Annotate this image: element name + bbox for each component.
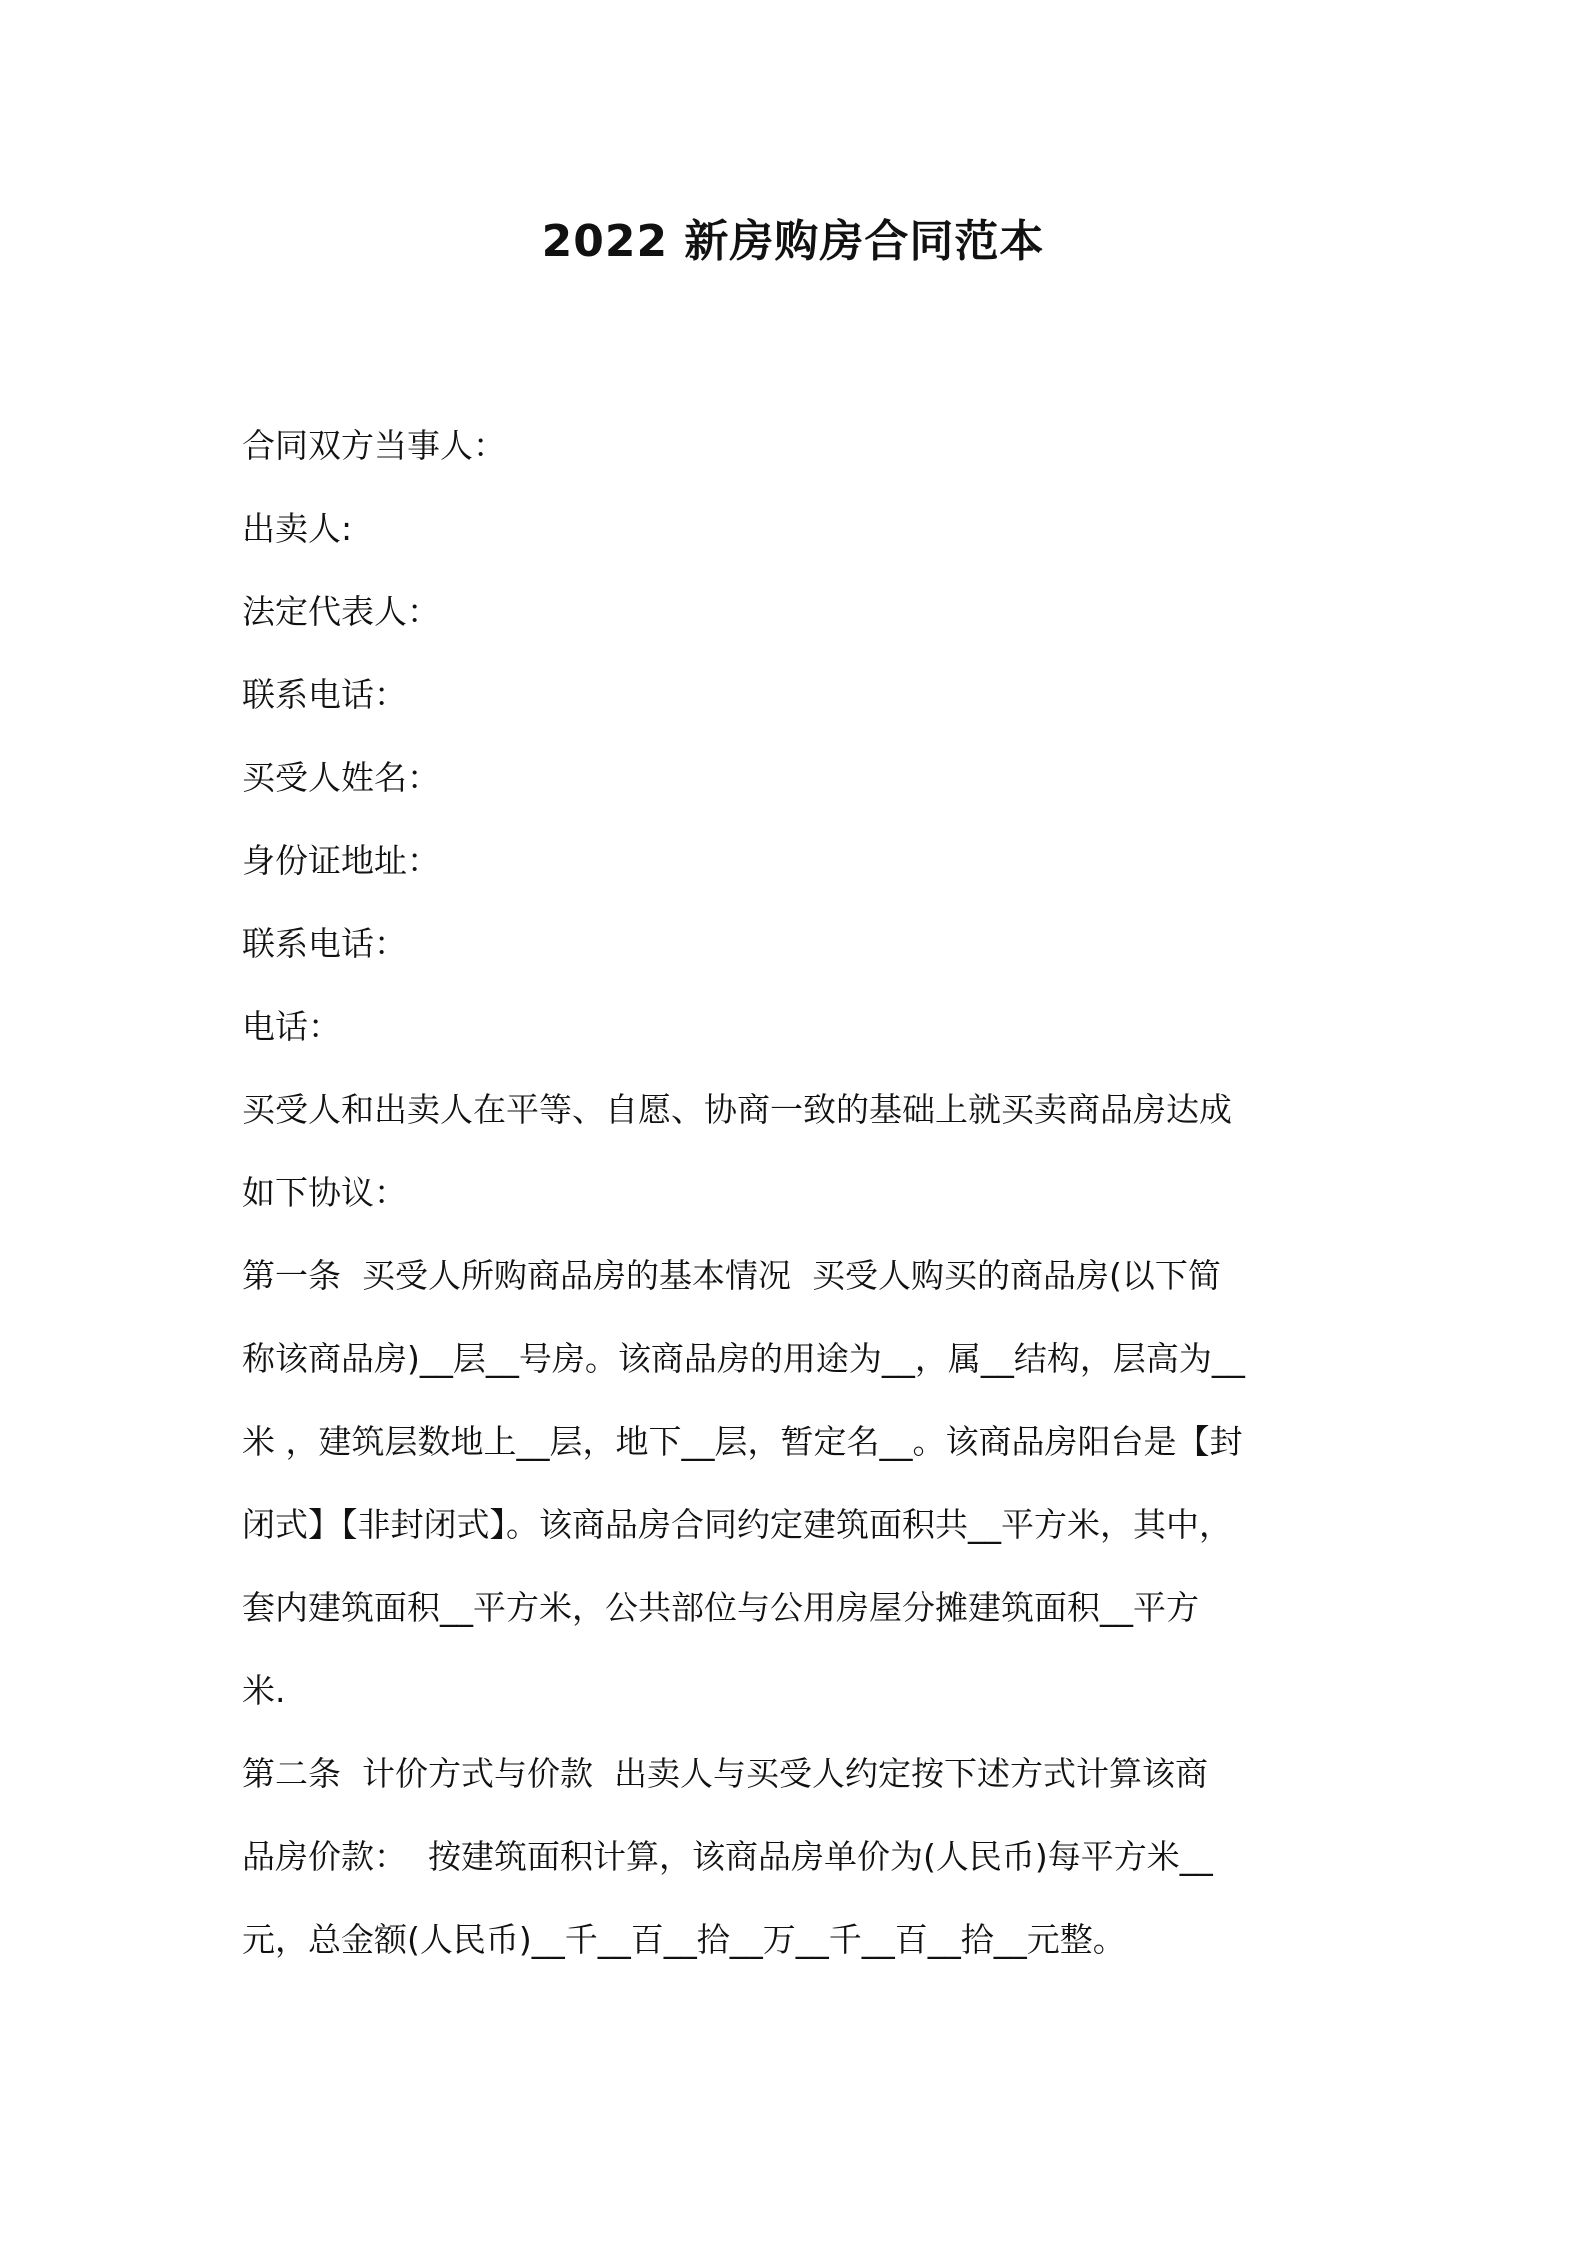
article-1-line-5: 套内建筑面积__平方米，公共部位与公用房屋分摊建筑面积__平方: [242, 1588, 1199, 1627]
legal-representative-field: 法定代表人：: [242, 592, 440, 631]
agreement-intro-line-2: 如下协议：: [242, 1173, 407, 1212]
phone-field: 电话：: [242, 1007, 341, 1046]
buyer-phone-field: 联系电话：: [242, 924, 407, 963]
party-heading: 合同双方当事人：: [242, 426, 506, 465]
article-1-line-1: 第一条 买受人所购商品房的基本情况 买受人购买的商品房(以下简: [242, 1256, 1221, 1295]
article-2-line-1: 第二条 计价方式与价款 出卖人与买受人约定按下述方式计算该商: [242, 1754, 1208, 1793]
article-1-line-6: 米.: [242, 1671, 286, 1710]
article-2-line-2: 品房价款： 按建筑面积计算，该商品房单价为(人民币)每平方米__: [242, 1837, 1213, 1876]
id-address-field: 身份证地址：: [242, 841, 440, 880]
article-2-line-3: 元，总金额(人民币)__千__百__拾__万__千__百__拾__元整。: [242, 1920, 1126, 1959]
document-title: 2022 新房购房合同范本: [541, 216, 1045, 267]
agreement-intro-line-1: 买受人和出卖人在平等、自愿、协商一致的基础上就买卖商品房达成: [242, 1090, 1232, 1129]
article-1-line-4: 闭式】【非封闭式】。该商品房合同约定建筑面积共__平方米，其中，: [242, 1505, 1232, 1544]
article-1-line-2: 称该商品房)__层__号房。该商品房的用途为__，属__结构，层高为__: [242, 1339, 1245, 1378]
seller-phone-field: 联系电话：: [242, 675, 407, 714]
contract-body: [242, 404, 1358, 1981]
buyer-name-field: 买受人姓名：: [242, 758, 440, 797]
seller-field: 出卖人:: [242, 509, 353, 548]
article-1-line-3: 米 ，建筑层数地上__层，地下__层，暂定名__。该商品房阳台是【封: [242, 1422, 1243, 1461]
